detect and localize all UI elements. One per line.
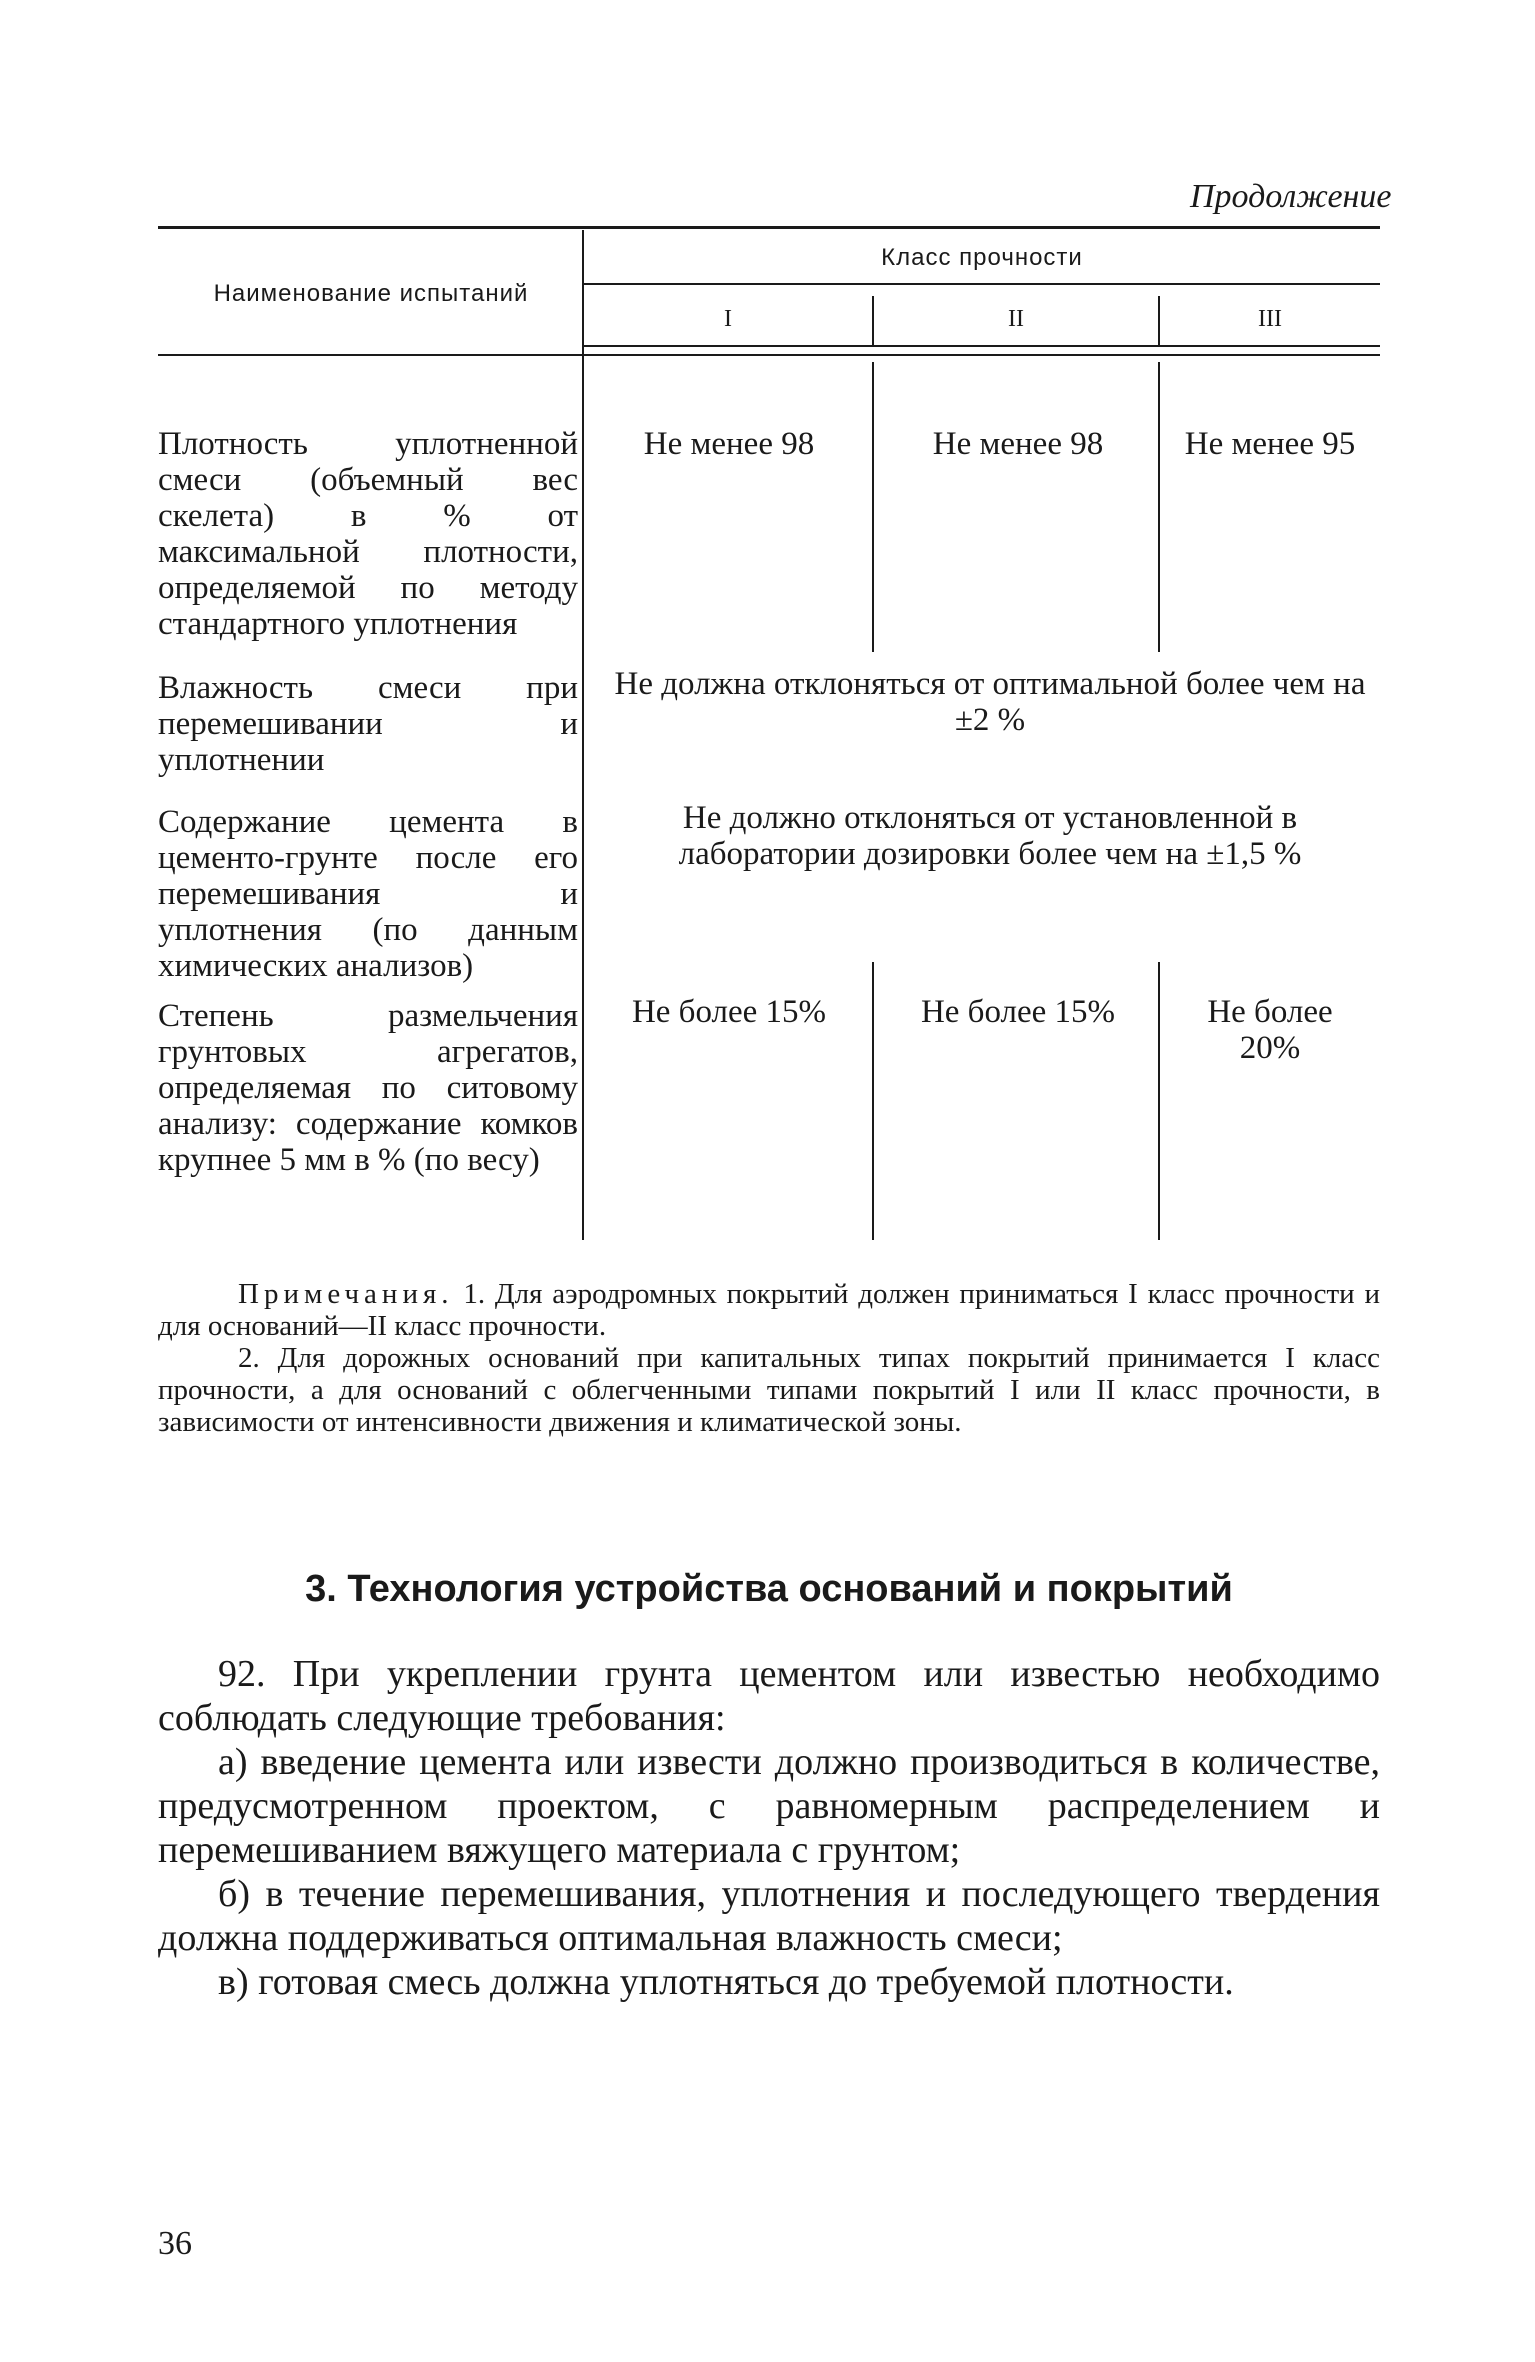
class-header-rule bbox=[584, 283, 1380, 285]
row-4-value-3: Не более 20% bbox=[1207, 994, 1333, 1066]
row-1-value-3: Не менее 95 bbox=[1184, 426, 1356, 462]
class-subheader-rule bbox=[584, 345, 1380, 347]
row-3-value: Не должно отклоняться от установленной в лаборатории дозировки более чем на ±1,5 % bbox=[678, 800, 1302, 872]
page-number: 36 bbox=[158, 2225, 192, 2262]
row-1-value-1: Не менее 98 bbox=[643, 426, 815, 462]
table-header-rule bbox=[158, 354, 1380, 356]
continued-label: Продолжение bbox=[1190, 178, 1392, 215]
table-top-rule bbox=[158, 226, 1380, 229]
row-2-value: Не должна отклоняться от оптимальной более чем на ±2 % bbox=[614, 666, 1366, 738]
class-col-1: I bbox=[724, 306, 732, 332]
vertical-divider-class-1-2-row1 bbox=[872, 362, 874, 652]
class-col-2: II bbox=[1008, 306, 1024, 332]
vertical-divider-class-1-2-row4 bbox=[872, 962, 874, 1240]
row-4-value-1: Не более 15% bbox=[631, 994, 827, 1030]
paragraph-a: а) введение цемента или извести должно производиться в количестве, предусмотренном проектом, с равномерным распределением и перемешиванием вяжущего материала с грунтом; bbox=[158, 1741, 1380, 1871]
row-2-name: Влажность смеси при перемешивании и уплотнении bbox=[158, 670, 578, 778]
note-2: 2. Для дорожных оснований при капитальных типах покрытий принимается I класс прочности, а для оснований с облегченными типами покрытий I или II класс прочности, в зависимости от интенсивности движения и климатической зоны. bbox=[158, 1342, 1380, 1438]
body-text bbox=[158, 1652, 1380, 2004]
vertical-divider-name bbox=[582, 230, 584, 1240]
paragraph-92: 92. При укреплении грунта цементом или известью необходимо соблюдать следующие требования: bbox=[158, 1653, 1380, 1739]
vertical-divider-class-2-3-row1 bbox=[1158, 362, 1160, 652]
row-1-value-2: Не менее 98 bbox=[932, 426, 1104, 462]
section-title: 3. Технология устройства оснований и покрытий bbox=[305, 1568, 1233, 1610]
paragraph-b: б) в течение перемешивания, уплотнения и последующего твердения должна поддерживаться оптимальная влажность смеси; bbox=[158, 1873, 1380, 1959]
column-header-class: Класс прочности bbox=[881, 244, 1083, 271]
note-1-text: 1. Для аэродромных покрытий должен приниматься I класс прочности и для оснований—II класс прочности. bbox=[158, 1278, 1381, 1342]
notes-label: Примечания. bbox=[238, 1278, 454, 1310]
class-col-3: III bbox=[1258, 306, 1282, 332]
row-1-name: Плотность уплотненной смеси (объемный вес скелета) в % от максимальной плотности, определяемой по методу стандартного уплотнения bbox=[158, 426, 578, 642]
vertical-divider-class-2-3-row4 bbox=[1158, 962, 1160, 1240]
column-header-name: Наименование испытаний bbox=[213, 280, 529, 307]
note-1 bbox=[158, 1278, 1380, 1342]
row-4-name: Степень размельчения грунтовых агрегатов, определяемая по ситовому анализу: содержание комков крупнее 5 мм в % (по весу) bbox=[158, 998, 578, 1178]
notes bbox=[158, 1278, 1380, 1438]
row-4-value-2: Не более 15% bbox=[920, 994, 1116, 1030]
paragraph-c: в) готовая смесь должна уплотняться до требуемой плотности. bbox=[218, 1961, 1234, 2003]
row-3-name: Содержание цемента в цементо-грунте после его перемешивания и уплотнения (по данным химических анализов) bbox=[158, 804, 578, 984]
